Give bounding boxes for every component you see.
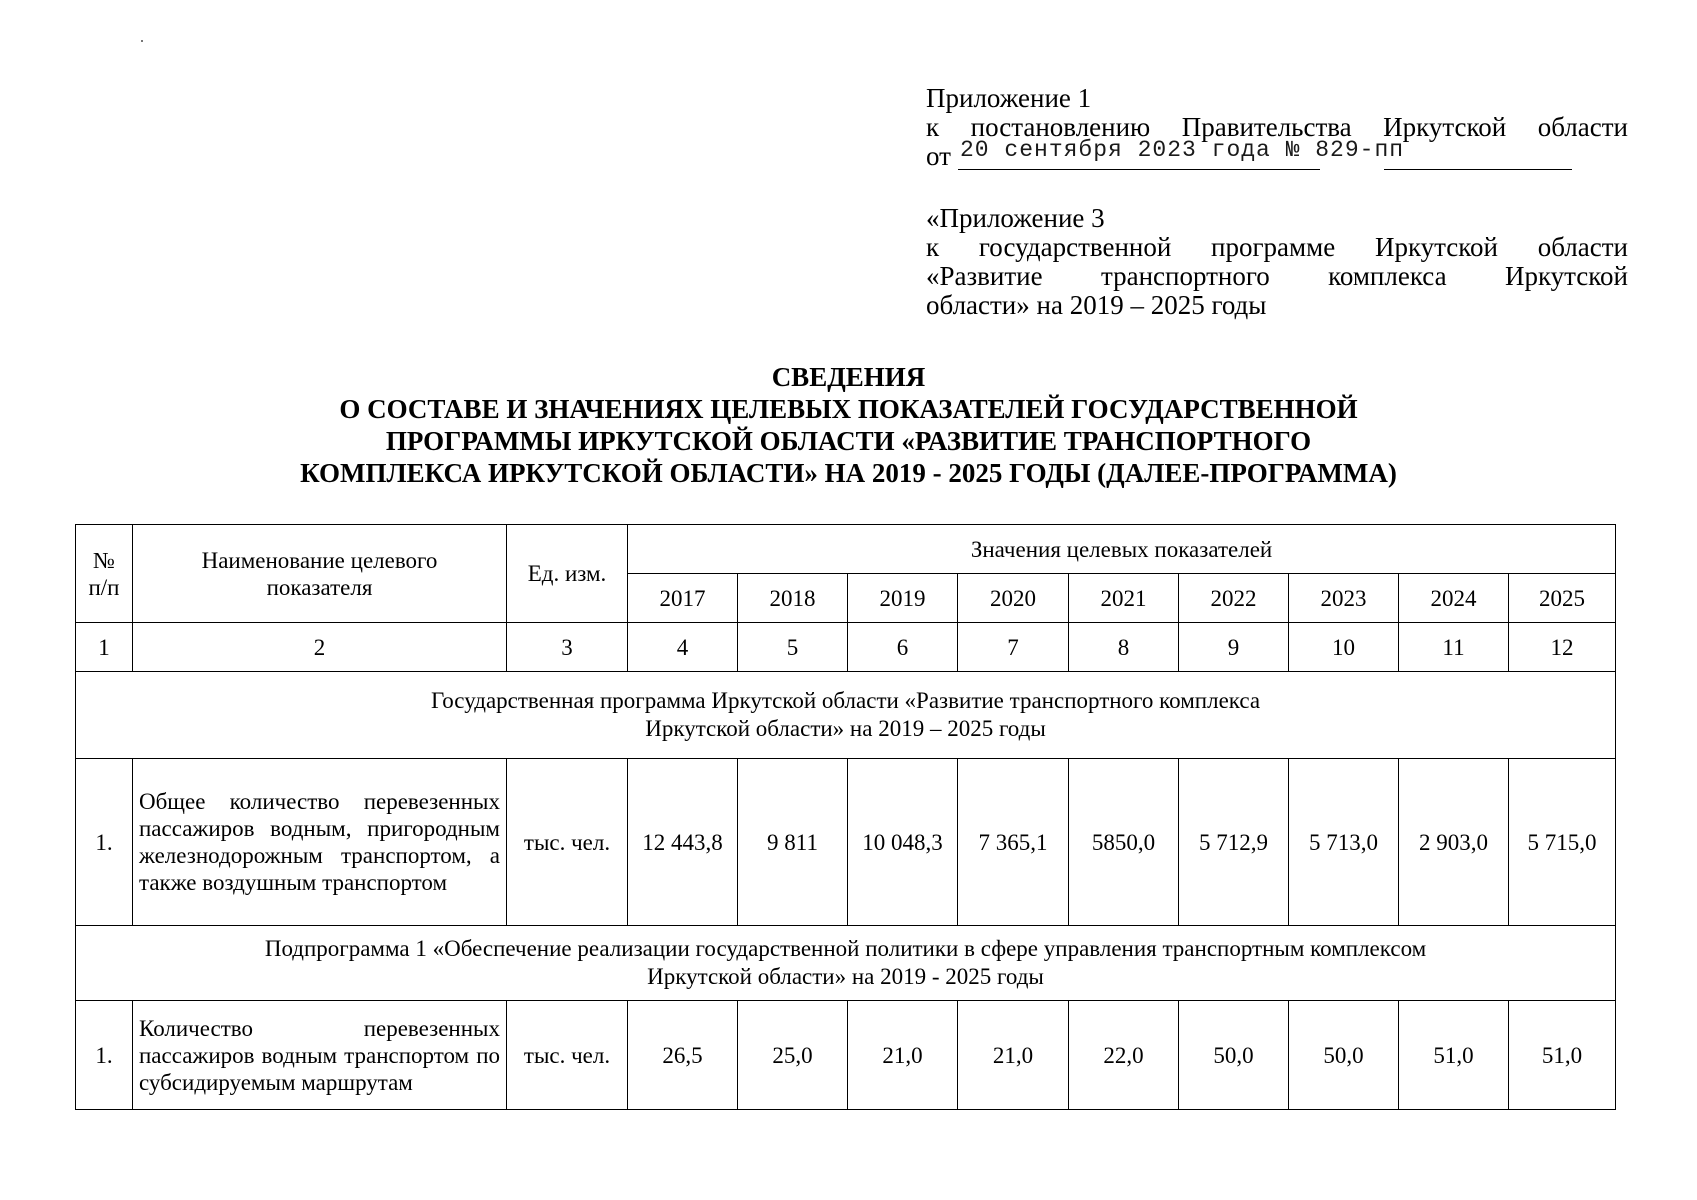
value-cell: 5850,0 [1069, 759, 1179, 926]
column-number: 10 [1289, 623, 1399, 672]
value-cell: 51,0 [1399, 1001, 1509, 1110]
column-number: 9 [1179, 623, 1289, 672]
column-number: 1 [76, 623, 133, 672]
column-number: 3 [507, 623, 628, 672]
column-number: 8 [1069, 623, 1179, 672]
header-year: 2019 [848, 574, 958, 623]
appendix3-block [926, 204, 1628, 320]
value-cell: 5 713,0 [1289, 759, 1399, 926]
header-num: № п/п [76, 525, 133, 623]
column-numbers-row [76, 623, 1616, 672]
header-year: 2023 [1289, 574, 1399, 623]
table-row [76, 759, 1616, 926]
indicator-name: Количество перевезенных пассажиров водным транспортом по субсидируемым маршрутам [133, 1001, 507, 1110]
value-cell: 5 712,9 [1179, 759, 1289, 926]
value-cell: 50,0 [1289, 1001, 1399, 1110]
value-cell: 9 811 [738, 759, 848, 926]
value-cell: 22,0 [1069, 1001, 1179, 1110]
header-year: 2024 [1399, 574, 1509, 623]
header-year: 2020 [958, 574, 1069, 623]
header-year: 2018 [738, 574, 848, 623]
appendix1-decree-line: к постановлению Правительства Иркутской области [926, 112, 1628, 142]
document-title [0, 361, 1697, 489]
column-number: 5 [738, 623, 848, 672]
section-row-program [76, 672, 1616, 759]
table-row [76, 1001, 1616, 1110]
header-year: 2021 [1069, 574, 1179, 623]
appendix3-line2: к государственной программе Иркутской области [926, 232, 1628, 262]
header-indicator-name: Наименование целевого показателя [133, 525, 507, 623]
column-number: 11 [1399, 623, 1509, 672]
title-line-2: О СОСТАВЕ И ЗНАЧЕНИЯХ ЦЕЛЕВЫХ ПОКАЗАТЕЛЕЙ ГОСУДАРСТВЕННОЙ [339, 394, 1358, 424]
value-cell: 26,5 [628, 1001, 738, 1110]
header-unit: Ед. изм. [507, 525, 628, 623]
indicator-name: Общее количество перевезенных пассажиров водным, пригородным железнодорожным транспортом, а также воздушным транспортом [133, 759, 507, 926]
value-cell: 21,0 [848, 1001, 958, 1110]
appendix3-line4: области» на 2019 – 2025 годы [926, 290, 1267, 320]
appendix3-title: «Приложение 3 [926, 203, 1105, 233]
date-prefix: от [926, 141, 951, 171]
column-number: 12 [1509, 623, 1616, 672]
subprogram-section-heading: Подпрограмма 1 «Обеспечение реализации государственной политики в сфере управления транспортным комплексом Иркутской области» на 2019 - 2025 годы [76, 926, 1616, 1001]
title-line-1: СВЕДЕНИЯ [771, 362, 926, 392]
value-cell: 25,0 [738, 1001, 848, 1110]
appendix-header [926, 84, 1628, 320]
appendix1-date-line [926, 137, 1628, 174]
value-cell: 51,0 [1509, 1001, 1616, 1110]
header-year: 2025 [1509, 574, 1616, 623]
section-row-subprogram [76, 926, 1616, 1001]
scan-speck [141, 40, 143, 42]
header-year: 2017 [628, 574, 738, 623]
unit-cell: тыс. чел. [507, 1001, 628, 1110]
value-cell: 21,0 [958, 1001, 1069, 1110]
column-number: 2 [133, 623, 507, 672]
value-cell: 50,0 [1179, 1001, 1289, 1110]
header-values-group: Значения целевых показателей [628, 525, 1616, 574]
unit-cell: тыс. чел. [507, 759, 628, 926]
value-cell: 10 048,3 [848, 759, 958, 926]
date-underline-right [1384, 169, 1572, 170]
title-line-3: ПРОГРАММЫ ИРКУТСКОЙ ОБЛАСТИ «РАЗВИТИЕ ТРАНСПОРТНОГО [385, 426, 1312, 456]
value-cell: 7 365,1 [958, 759, 1069, 926]
column-number: 6 [848, 623, 958, 672]
decree-date-number: 20 сентября 2023 года № 829-пп [960, 137, 1405, 163]
value-cell: 5 715,0 [1509, 759, 1616, 926]
column-number: 7 [958, 623, 1069, 672]
date-underline-left [958, 169, 1320, 170]
value-cell: 2 903,0 [1399, 759, 1509, 926]
row-number: 1. [76, 759, 133, 926]
value-cell: 12 443,8 [628, 759, 738, 926]
program-section-heading: Государственная программа Иркутской области «Развитие транспортного комплекса Иркутской области» на 2019 – 2025 годы [76, 672, 1616, 759]
appendix3-line3: «Развитие транспортного комплекса Иркутской [926, 261, 1628, 291]
indicators-table [75, 524, 1616, 1110]
appendix1-title: Приложение 1 [926, 83, 1092, 113]
header-row [76, 525, 1616, 574]
column-number: 4 [628, 623, 738, 672]
title-line-4: КОМПЛЕКСА ИРКУТСКОЙ ОБЛАСТИ» НА 2019 - 2025 ГОДЫ (ДАЛЕЕ-ПРОГРАММА) [300, 458, 1397, 488]
header-year: 2022 [1179, 574, 1289, 623]
row-number: 1. [76, 1001, 133, 1110]
